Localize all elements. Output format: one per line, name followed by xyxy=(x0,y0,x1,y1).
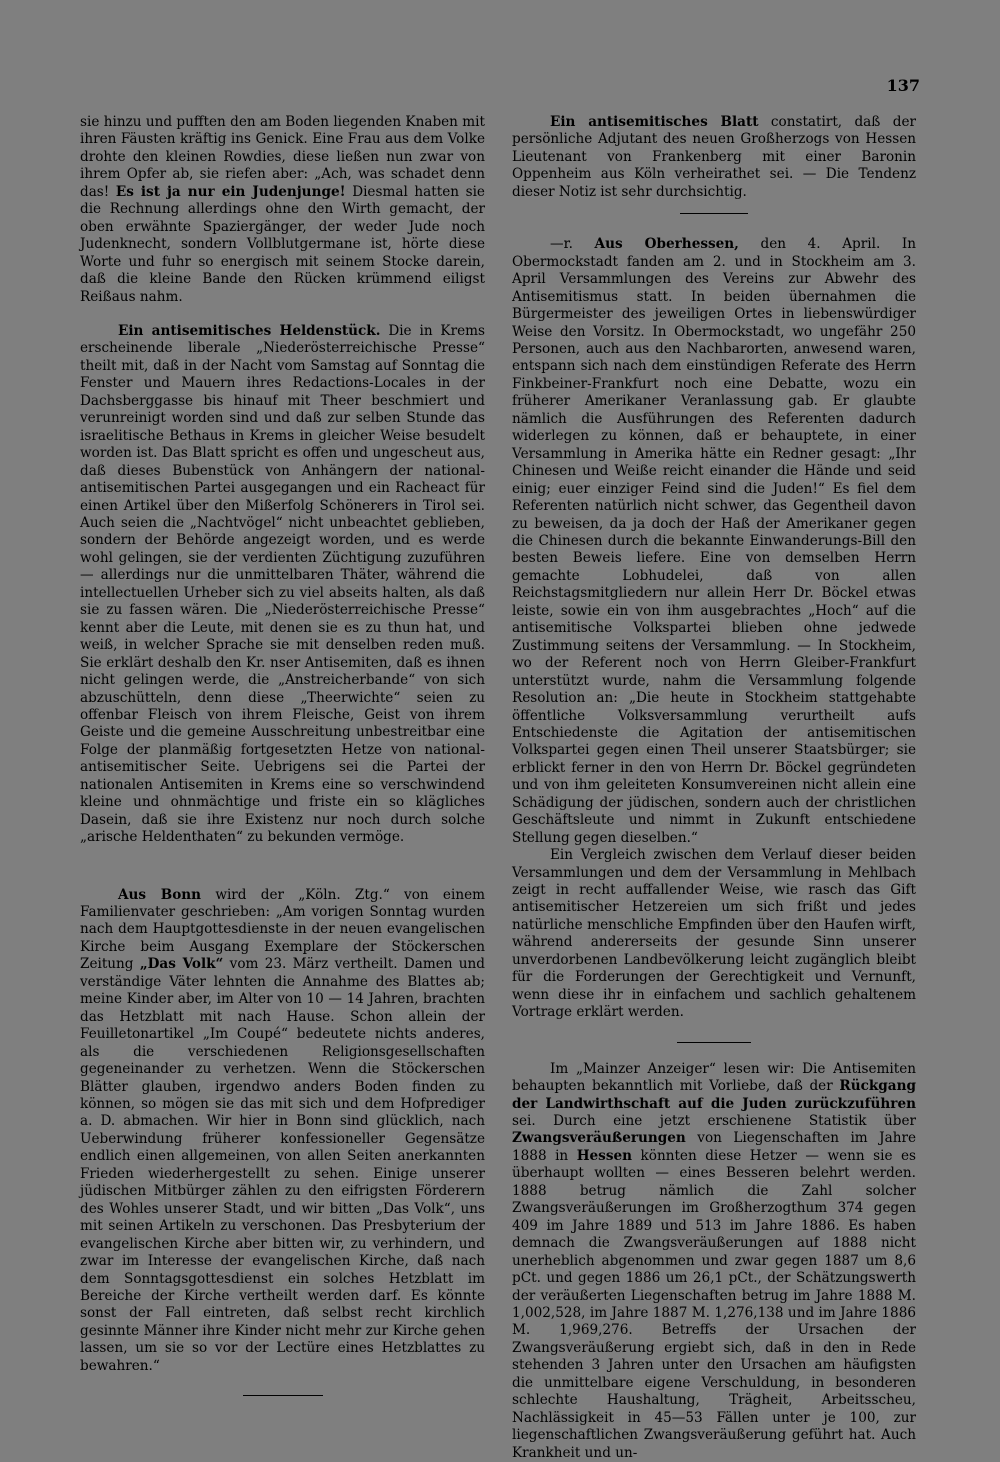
article-heading: Ein antisemitisches Heldenstück. xyxy=(118,322,381,339)
article-oberhessen xyxy=(512,236,916,847)
article-heading: Aus Oberhessen, xyxy=(594,236,739,253)
separator-rule xyxy=(243,1395,323,1396)
page-number: 137 xyxy=(886,76,920,95)
paragraph-text: sei. Durch eine jetzt erschienene Statistik über xyxy=(512,1113,916,1130)
paragraph-text: vom 23. März vertheilt. Damen und verständige Väter lehnten die Annahme des Blattes ab; meine Kinder aber, im Alter von 10 — 14 Jahren, brachten das Hetzblatt mit nach Hause. Schon allein der Feuilletonartikel „Im Coupé“ bedeutete nichts anderes, als die verschiedenen Religionsgesellschaften gegeneinander zu verhetzen. Wenn die Stöckerschen Blätter glauben, irgendwo anders Boden finden zu können, so mögen sie das mit sich und dem Hofprediger a. D. abmachen. Wir hier in Bonn sind glücklich, nach Ueberwindung früherer konfessioneller Gegensätze endlich einen allgemeinen, von allen Seiten anerkannten Frieden wiederhergestellt zu sehen. Einige unserer jüdischen Mitbürger zählen zu den eifrigsten Förderern des Wohles unserer Stadt, und wir bitten „Das Volk“, uns mit seinen Artikeln zu verschonen. Das Presbyterium der evangelischen Kirche aber bitten wir, zu verhindern, und zwar im Interesse der evangelischen Kirche, daß nach dem Sonntagsgottesdienst ein solches Hetzblatt im Bereiche der Kirche vertheilt werden darf. Es könnte sonst der Fall eintreten, daß selbst recht kirchlich gesinnte Männer ihre Kinder nicht mehr zur Kirche gehen lassen, um sie so vor der Lectüre eines Hetzblattes zu bewahren.“ xyxy=(80,956,486,1374)
article-heading: Aus Bonn xyxy=(118,886,202,903)
paragraph-text: Diesmal hatten sie die Rechnung allerdings ohne den Wirth gemacht, der oben erwähnte Spaziergänger, der weder Jude noch Judenknecht, sondern Vollblutgermane ist, hörte diese Worte und fuhr so energisch mit seinem Stocke darein, daß die kleine Bande den Rücken krümmend eiligst Reißaus nahm. xyxy=(80,183,485,305)
emphasis-text: „Das Volk“ xyxy=(139,956,224,973)
paragraph-text: könnten diese Hetzer — wenn sie es überhaupt wollten — eines Besseren belehrt werden. 1888 betrug nämlich die Zahl solcher Zwangsveräußerungen im Großherzogthum 374 gegen 409 im Jahre 1889 und 513 im Jahre 1886. Es haben demnach die Zwangsveräußerungen auf 1888 nicht unerheblich abgenommen und zwar gegen 1887 um 8,6 pCt. und gegen 1886 um 26,1 pCt., der Schätzungswerth der veräußerten Liegenschaften betrug im Jahre 1888 M. 1,002,528, im Jahre 1887 M. 1,276,138 und im Jahre 1886 M. 1,969,276. Betreffs der Ursachen der Zwangsveräußerung ergiebt sich, daß in den in Rede stehenden 3 Jahren unter den Ursachen am häufigsten die unmittelbare eigene Verschuldung, in besonderen schlechte Haushaltung, Trägheit, Arbeitsscheu, Nachlässigkeit in 45—53 Fällen unter je 100, zur liegenschaftlichen Zwangsveräußerung geführt hat. Auch Krankheit und un- xyxy=(512,1147,916,1461)
emphasis-text: Rückgang der Landwirthschaft auf die Juden zurückzuführen xyxy=(512,1078,916,1112)
article-adjutant xyxy=(512,114,916,201)
article-continuation xyxy=(80,114,485,306)
left-column xyxy=(80,114,485,1396)
separator-rule xyxy=(680,213,748,214)
right-column xyxy=(512,114,916,1462)
author-mark: —r. xyxy=(550,236,573,253)
spacer xyxy=(80,306,485,323)
article-krems xyxy=(80,323,485,847)
paragraph-text: Im „Mainzer Anzeiger“ lesen wir: Die Antisemiten behaupten bekanntlich mit Vorliebe, daß der xyxy=(512,1060,916,1095)
emphasis-text: Zwangsveräußerungen xyxy=(512,1130,686,1147)
emphasis-text: Es ist ja nur ein Judenjunge! xyxy=(115,183,346,200)
article-mainzer-anzeiger xyxy=(512,1061,916,1462)
separator-rule xyxy=(677,1042,751,1043)
paragraph-text: sie hinzu und pufften den am Boden liegenden Knaben mit ihren Fäusten kräftig ins Genick. Eine Frau aus dem Volke drohte den kleinen Rowdies, diese ließen nun zwar von ihrem Opfer ab, sie riefen aber: „Ach, was schadet denn das! xyxy=(80,114,485,200)
paragraph-text: Die in Krems erscheinende liberale „Niederösterreichische Presse“ theilt mit, daß in der Nacht vom Samstag auf Sonntag die Fenster und Mauern ihres Redactions-Locales in der Dachsberggasse bis hinauf mit Theer beschmiert und verunreinigt worden sind und daß zur selben Stunde das israelitische Bethaus in Krems in gleicher Weise besudelt worden ist. Das Blatt spricht es offen und ungescheut aus, daß dieses Bubenstück von Anhängern der national-antisemitischen Partei ausgegangen und ein Racheact für einen Artikel über den Mißerfolg Schönerers in Tirol sei. Auch seien die „Nachtvögel“ nicht unbeachtet geblieben, sondern der Behörde angezeigt worden, und es werde wohl gelingen, sie der verdienten Züchtigung zuzuführen — allerdings nur die unmittelbaren Thäter, während die intellectuellen Urheber sich zu viel abseits halten, als daß sie zu fassen wären. Die „Niederösterreichische Presse“ kennt aber die Leute, mit denen sie es zu thun hat, und weiß, in welcher Sprache sie mit denselben reden muß. Sie erklärt deshalb den Kr. nser Antisemiten, daß es ihnen nicht gelingen werde, die „Anstreicherbande“ von sich abzuschütteln, denn diese „Theerwichte“ seien zu offenbar Fleisch von ihrem Fleische, Geist von ihrem Geiste und die gemeine Ausschreitung unbestreitbar eine Folge der planmäßig fortgesetzten Hetze von national-antisemitischer Seite. Uebrigens sei die Partei der nationalen Antisemiten in Krems eine so verschwindend kleine und ohnmächtige und friste ein so klägliches Dasein, daß sie ihre Existenz nur noch durch solche „arische Heldenthaten“ zu bekunden vermöge. xyxy=(80,322,485,846)
article-heading: Ein antisemitisches Blatt xyxy=(550,114,759,130)
paragraph-text: den 4. April. In Obermockstadt fanden am 2. und in Stockheim am 3. April Versammlungen des Vereins zur Abwehr des Antisemitismus statt. In beiden übernahmen die Bürgermeister des jeweiligen Ortes in liebenswürdiger Weise den Vorsitz. In Obermockstadt, wo ungefähr 250 Personen, auch aus den Nachbarorten, anwesend waren, entspann sich nach dem einstündigen Referate des Herrn Finkbeiner-Frankfurt noch eine Debatte, wozu ein früherer Amerikaner Veranlassung gab. Er glaubte nämlich die Ausführungen des Referenten dadurch widerlegen zu können, daß er behauptete, in einer Versammlung in Amerika hätte ein Redner gesagt: „Ihr Chinesen und Weiße reicht einander die Hände und seid einig; euer einziger Feind sind die Juden!“ Es fiel dem Referenten natürlich nicht schwer, das Gegentheil davon zu beweisen, da ja doch der Haß der Amerikaner gegen die Chinesen durch die bekannte Einwanderungs-Bill den besten Beweis liefere. Eine von demselben Herrn gemachte Lobhudelei, daß von allen Reichstagsmitgliedern nur allein Herr Dr. Böckel etwas leiste, sowie ein von ihm ausgebrachtes „Hoch“ auf die antisemitische Volkspartei blieben ohne jedwede Zustimmung seitens der Versammlung. — In Stockheim, wo der Referent noch von Herrn Gleiber-Frankfurt unterstützt wurde, nahm die Versammlung folgende Resolution an: „Die heute in Stockheim stattgehabte öffentliche Volksversammlung verurtheilt aufs Entschiedenste die Agitation der antisemitischen Volkspartei gegen einen Theil unserer Staatsbürger; sie erblickt ferner in den von Herrn Dr. Böckel gegründeten und von ihm geleiteten Konsumvereinen nicht allein eine Schädigung der jüdischen, sondern auch der christlichen Geschäftsleute und nimmt in Zukunft entschiedene Stellung gegen dieselben.“ xyxy=(512,236,917,846)
article-oberhessen-p2: Ein Vergleich zwischen dem Verlauf dieser beiden Versammlungen und dem der Versammlung in Mehlbach zeigt in recht auffallender Weise, wie rasch das Gift antisemitischer Hetzereien um sich frißt und jedes natürliche menschliche Empfinden über den Haufen wirft, während andererseits der gesunde Sinn unserer unverdorbenen Landbevölkerung leicht zugänglich bleibt für die Forderungen der Gerechtigkeit und Vernunft, wenn diese ihr in einfachem und sachlich gehaltenem Vortrage erklärt werden. xyxy=(512,847,916,1021)
spacer xyxy=(80,847,485,887)
paragraph-text: von Liegenschaften im Jahre 1888 in xyxy=(512,1130,916,1164)
paragraph-text: constatirt, daß der persönliche Adjutant des neuen Großherzogs von Hessen Lieutenant von Frankenberg mit einer Baronin Oppenheim aus Köln verheirathet sei. — Die Tendenz dieser Notiz ist sehr durchsichtig. xyxy=(512,114,916,200)
emphasis-text: Hessen xyxy=(576,1147,633,1164)
article-bonn xyxy=(80,887,485,1376)
paragraph-text: wird der „Köln. Ztg.“ von einem Familienvater geschrieben: „Am vorigen Sonntag wurden nach dem Hauptgottesdienste in der neuen evangelischen Kirche beim Ausgang Exemplare der Stöckerschen Zeitung xyxy=(80,886,486,973)
